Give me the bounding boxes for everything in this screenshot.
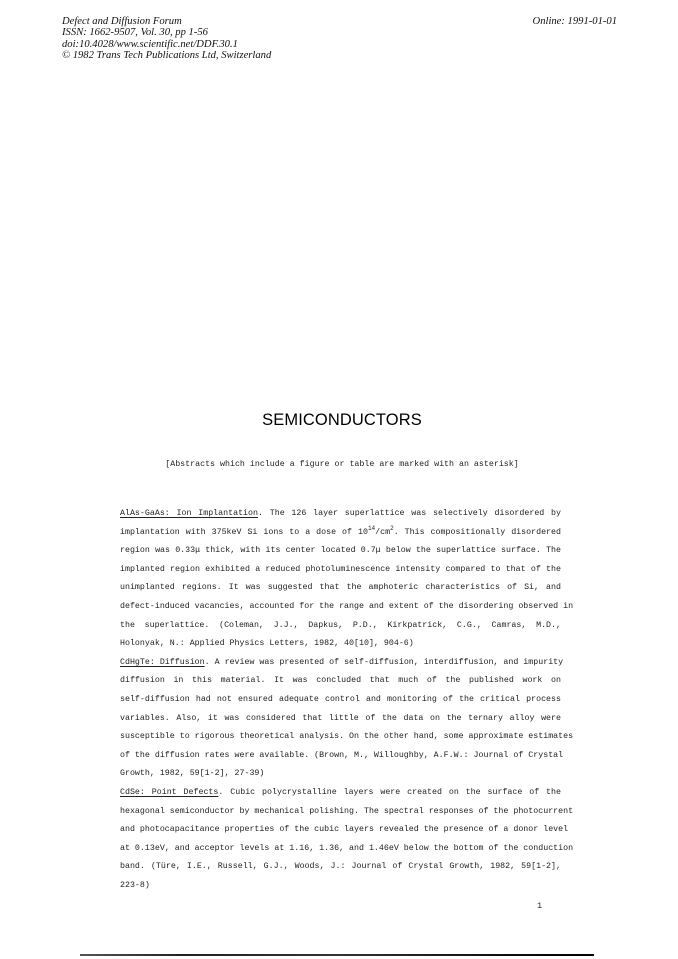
section-title: SEMICONDUCTORS: [262, 411, 422, 429]
abstract-line: susceptible to rigorous theoretical analysis. On the other hand, some approximate estimates: [120, 732, 574, 742]
copyright-line: © 1982 Trans Tech Publications Ltd, Switzerland: [62, 49, 272, 61]
abstract-alas-gaas: [120, 505, 574, 654]
abstract-line: at 0.13eV, and acceptor levels at 1.16, 1.36, and 1.46eV below the bottom of the conduction: [120, 843, 574, 853]
page-number: 1: [537, 901, 543, 911]
footer-rule: [80, 954, 594, 956]
abstract-line: CdHgTe: Diffusion. A review was presented of self-diffusion, interdiffusion, and impurity: [120, 657, 564, 667]
asterisk-note: [Abstracts which include a figure or table are marked with an asterisk]: [165, 460, 519, 469]
abstract-topic: AlAs-GaAs: Ion Implantation: [120, 509, 258, 518]
abstract-line: implanted region exhibited a reduced photoluminescence intensity compared to that of the: [120, 564, 561, 574]
abstract-line: of the diffusion rates were available. (Brown, M., Willoughby, A.F.W.: Journal of Crystal: [120, 750, 564, 760]
issn-line: ISSN: 1662-9507, Vol. 30, pp 1-56: [62, 27, 208, 39]
abstract-line: defect-induced vacancies, accounted for the range and extent of the disordering observed in: [120, 601, 574, 611]
abstract-citation-end: 223-8): [120, 880, 150, 890]
abstract-topic: CdSe: Point Defects: [120, 787, 219, 797]
abstract-topic: CdHgTe: Diffusion: [120, 657, 205, 667]
abstracts-body: [120, 505, 574, 895]
abstract-citation-end: Growth, 1982, 59[1-2], 27-39): [120, 769, 265, 779]
abstract-line: variables. Also, it was considered that little of the data on the ternary alloy were: [120, 713, 561, 723]
abstract-line: implantation with 375keV Si ions to a dose of $10^{14}/cm^2$. This compositionally disordered: [120, 524, 561, 537]
abstract-cdse: [120, 784, 574, 896]
abstract-line: the superlattice. (Coleman, J.J., Dapkus, P.D., Kirkpatrick, C.G., Camras, M.D.,: [120, 620, 561, 630]
abstract-line: CdSe: Point Defects. Cubic polycrystalline layers were created on the surface of the: [120, 787, 561, 797]
online-date: Online: 1991-01-01: [532, 16, 617, 27]
abstract-line: band. (Türe, I.E., Russell, G.J., Woods, J.: Journal of Crystal Growth, 1982, 59[1-2],: [120, 862, 561, 872]
abstract-line: diffusion in this material. It was concluded that much of the published work on: [120, 676, 561, 686]
journal-name: Defect and Diffusion Forum: [62, 16, 182, 27]
abstract-line: AlAs-GaAs: Ion Implantation. The 126 layer superlattice was selectively disordered by: [120, 509, 562, 518]
abstract-line: unimplanted regions. It was suggested that the amphoteric characteristics of Si, and: [120, 583, 561, 593]
journal-header: [62, 16, 271, 61]
abstract-line: self-diffusion had not ensured adequate control and monitoring of the critical process: [120, 694, 561, 704]
abstract-cdhgte: [120, 654, 574, 784]
abstract-citation-end: Holonyak, N.: Applied Physics Letters, 1982, 40[10], 904-6): [120, 639, 414, 649]
abstract-line: region was 0.33μ thick, with its center located 0.7μ below the superlattice surface. The: [120, 546, 561, 556]
abstract-line: hexagonal semiconductor by mechanical polishing. The spectral responses of the photocurrent: [120, 806, 574, 816]
abstract-line: and photocapacitance properties of the cubic layers revealed the presence of a donor level: [120, 825, 569, 835]
doi-line: doi:10.4028/www.scientific.net/DDF.30.1: [62, 38, 238, 50]
